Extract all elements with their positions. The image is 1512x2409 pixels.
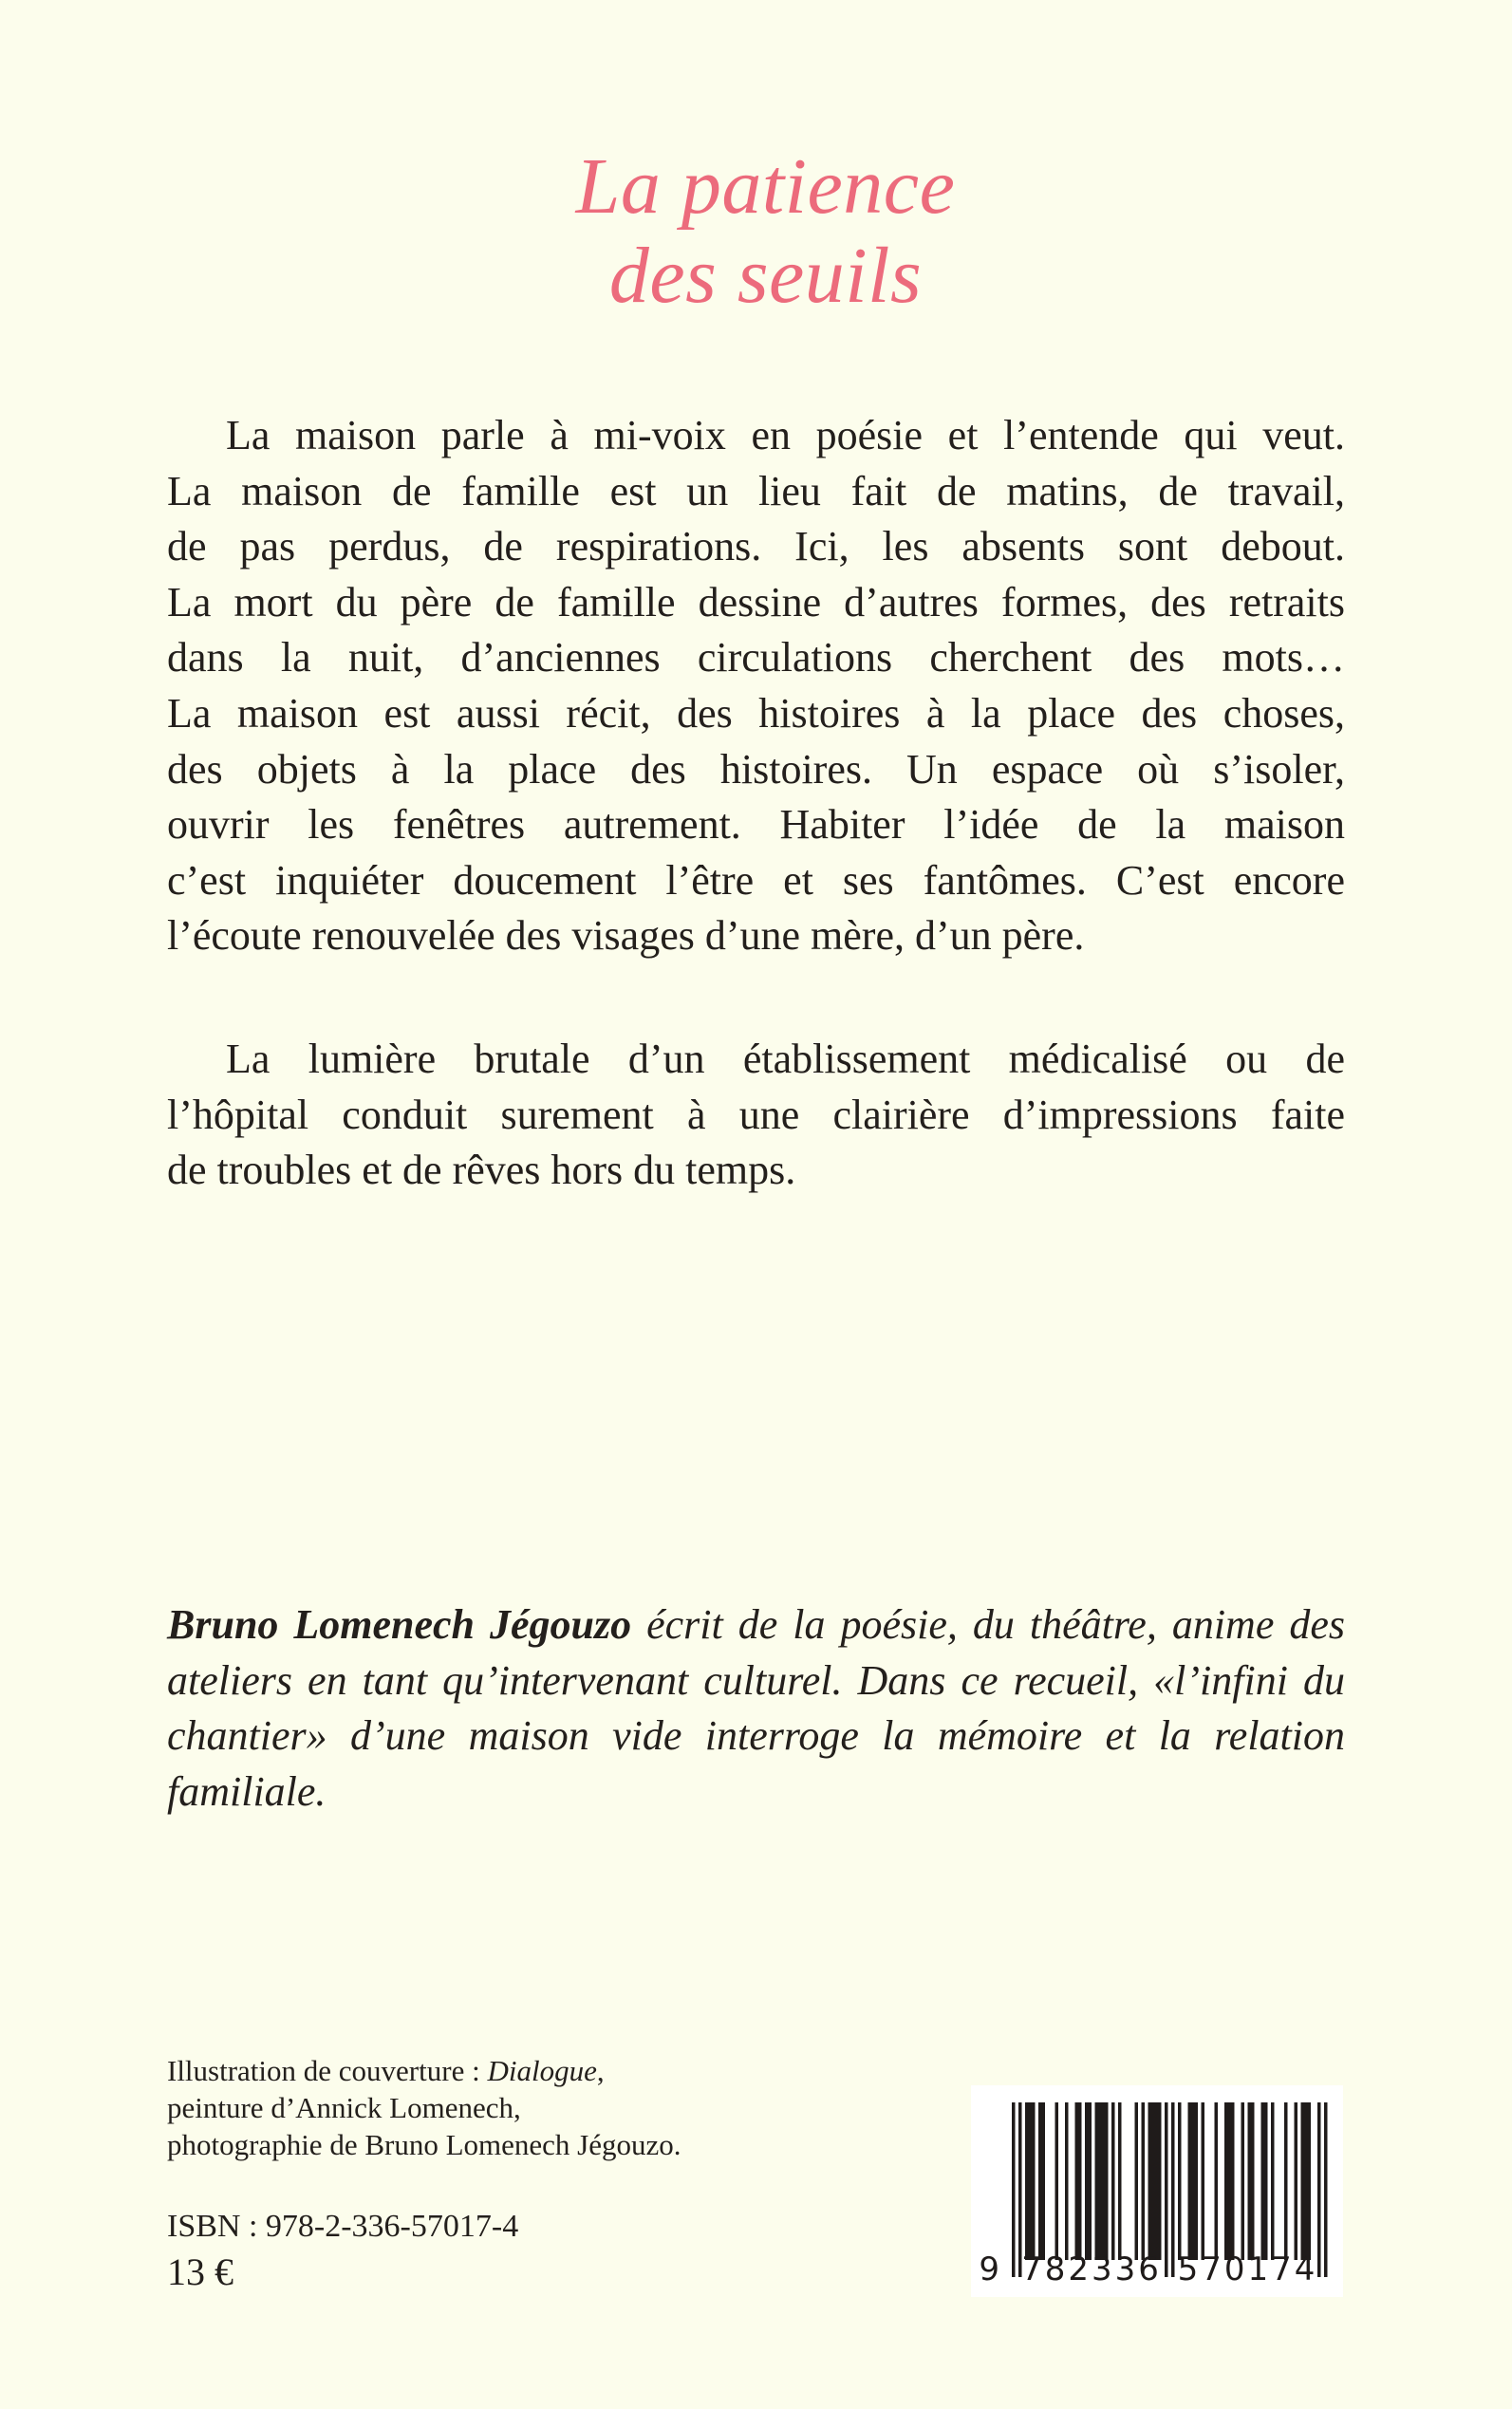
barcode-bar (1241, 2102, 1245, 2260)
barcode-bar (1295, 2102, 1298, 2260)
credits-painting: peinture d’Annick Lomenech, (167, 2091, 521, 2124)
author-name: Bruno Lomenech Jégouzo (167, 1601, 632, 1648)
barcode-bar (1178, 2102, 1182, 2260)
author-bio (167, 1597, 1345, 1820)
barcode-bar (1025, 2102, 1029, 2260)
barcode-bar (1251, 2102, 1255, 2260)
barcode-bar (1085, 2102, 1089, 2260)
barcode-digits-left: 782336 (1021, 2250, 1162, 2288)
barcode-bar (1029, 2102, 1033, 2260)
title-line-1: La patience (575, 142, 956, 231)
barcode-bar (1089, 2102, 1092, 2260)
barcode-bar (1075, 2102, 1079, 2260)
barcode-bar (1078, 2102, 1082, 2260)
barcode-bar (1135, 2102, 1139, 2260)
barcode-bar (1151, 2102, 1155, 2260)
blurb-line: La maison de famille est un lieu fait de matins, de travail, (167, 467, 1345, 514)
barcode-bar (1118, 2102, 1122, 2260)
bio-line: familiale. (167, 1767, 327, 1815)
blurb-line: ouvrir les fenêtres autrement. Habiter l’idée de la maison (167, 801, 1345, 849)
barcode-bar (1095, 2102, 1099, 2260)
barcode-bar (1105, 2102, 1109, 2260)
barcode-bar (1317, 2102, 1321, 2277)
blurb-line: des objets à la place des histoires. Un espace où s’isoler, (167, 745, 1345, 793)
blurb-line: La mort du père de famille dessine d’autres formes, des retraits (167, 578, 1345, 626)
barcode-bar (1271, 2102, 1275, 2260)
blurb-line: dans la nuit, d’anciennes circulations cherchent des mots… (167, 634, 1345, 682)
barcode-bar (1228, 2102, 1232, 2260)
blurb-line: La maison est aussi récit, des histoires à la place des choses, (167, 689, 1345, 737)
barcode-bar (1224, 2102, 1228, 2260)
barcode-digits-right: 570174 (1177, 2250, 1318, 2288)
barcode-bar (1032, 2102, 1036, 2260)
barcode-bar (1171, 2102, 1175, 2277)
blurb-line: La maison parle à mi-voix en poésie et l’entende qui veut. (226, 412, 1345, 458)
barcode-bar (1308, 2102, 1312, 2260)
blurb-line: l’écoute renouvelée des visages d’une mère, d’un père. (167, 912, 1085, 960)
price: 13 € (167, 2250, 233, 2293)
barcode-bar (1111, 2102, 1115, 2260)
barcode-digit-first: 9 (979, 2250, 1002, 2288)
barcode-bar (1191, 2102, 1195, 2260)
barcode-bar (1202, 2102, 1205, 2260)
barcode-bar (1304, 2102, 1308, 2260)
bio-line: chantier» d’une maison vide interroge la mémoire et la relation (167, 1712, 1345, 1760)
barcode-bar (1042, 2102, 1046, 2260)
bio-line: ateliers en tant qu’intervenant culturel. Dans ce recueil, «l’infini du (167, 1656, 1345, 1704)
isbn: ISBN : 978-2-336-57017-4 (167, 2209, 519, 2244)
barcode-bar (1142, 2102, 1146, 2260)
title-line-2: des seuils (608, 232, 923, 320)
blurb-line: de troubles et de rêves hors du temps. (167, 1147, 796, 1194)
blurb-line: l’hôpital conduit surement à une clairière d’impressions faite (167, 1091, 1345, 1138)
credits-photo: photographie de Bruno Lomenech Jégouzo. (167, 2128, 681, 2161)
credits-suffix: , (596, 2054, 605, 2087)
barcode-bar (1148, 2102, 1152, 2260)
blurb-paragraph-2 (167, 1032, 1345, 1199)
barcode-bar (1098, 2102, 1102, 2260)
barcode-bar (1231, 2102, 1235, 2260)
blurb-line: c’est inquiéter doucement l’être et ses fantômes. C’est encore (167, 856, 1345, 904)
barcode-bar (1284, 2102, 1288, 2260)
bio-text: écrit de la poésie, du théâtre, anime des (631, 1601, 1345, 1648)
barcode-bar (1038, 2102, 1042, 2260)
cover-credits (167, 2052, 681, 2163)
blurb-line: La lumière brutale d’un établissement médicalisé ou de (226, 1036, 1345, 1082)
artwork-title: Dialogue (487, 2054, 597, 2087)
barcode-bar (1065, 2102, 1069, 2260)
barcode-bar (1264, 2102, 1268, 2260)
barcode-bar (1324, 2102, 1328, 2277)
barcode-bar (1261, 2102, 1265, 2260)
barcode-bar (1102, 2102, 1106, 2260)
barcode-bar (1188, 2102, 1192, 2260)
barcode (971, 2085, 1343, 2297)
barcode-bar (1158, 2102, 1162, 2260)
book-title (9, 142, 1512, 321)
barcode-bar (1165, 2102, 1168, 2277)
barcode-bar (1248, 2102, 1252, 2260)
barcode-bar (1055, 2102, 1059, 2260)
barcode-bar (1012, 2102, 1016, 2277)
blurb-line: de pas perdus, de respirations. Ici, les absents sont debout. (167, 523, 1345, 570)
credits-prefix: Illustration de couverture : (167, 2054, 488, 2087)
barcode-bar (1155, 2102, 1159, 2260)
barcode-bar (1301, 2102, 1305, 2260)
barcode-graphic (971, 2085, 1343, 2297)
barcode-bar (1195, 2102, 1199, 2260)
blurb-paragraph-1 (167, 408, 1345, 964)
barcode-bar (1215, 2102, 1219, 2260)
